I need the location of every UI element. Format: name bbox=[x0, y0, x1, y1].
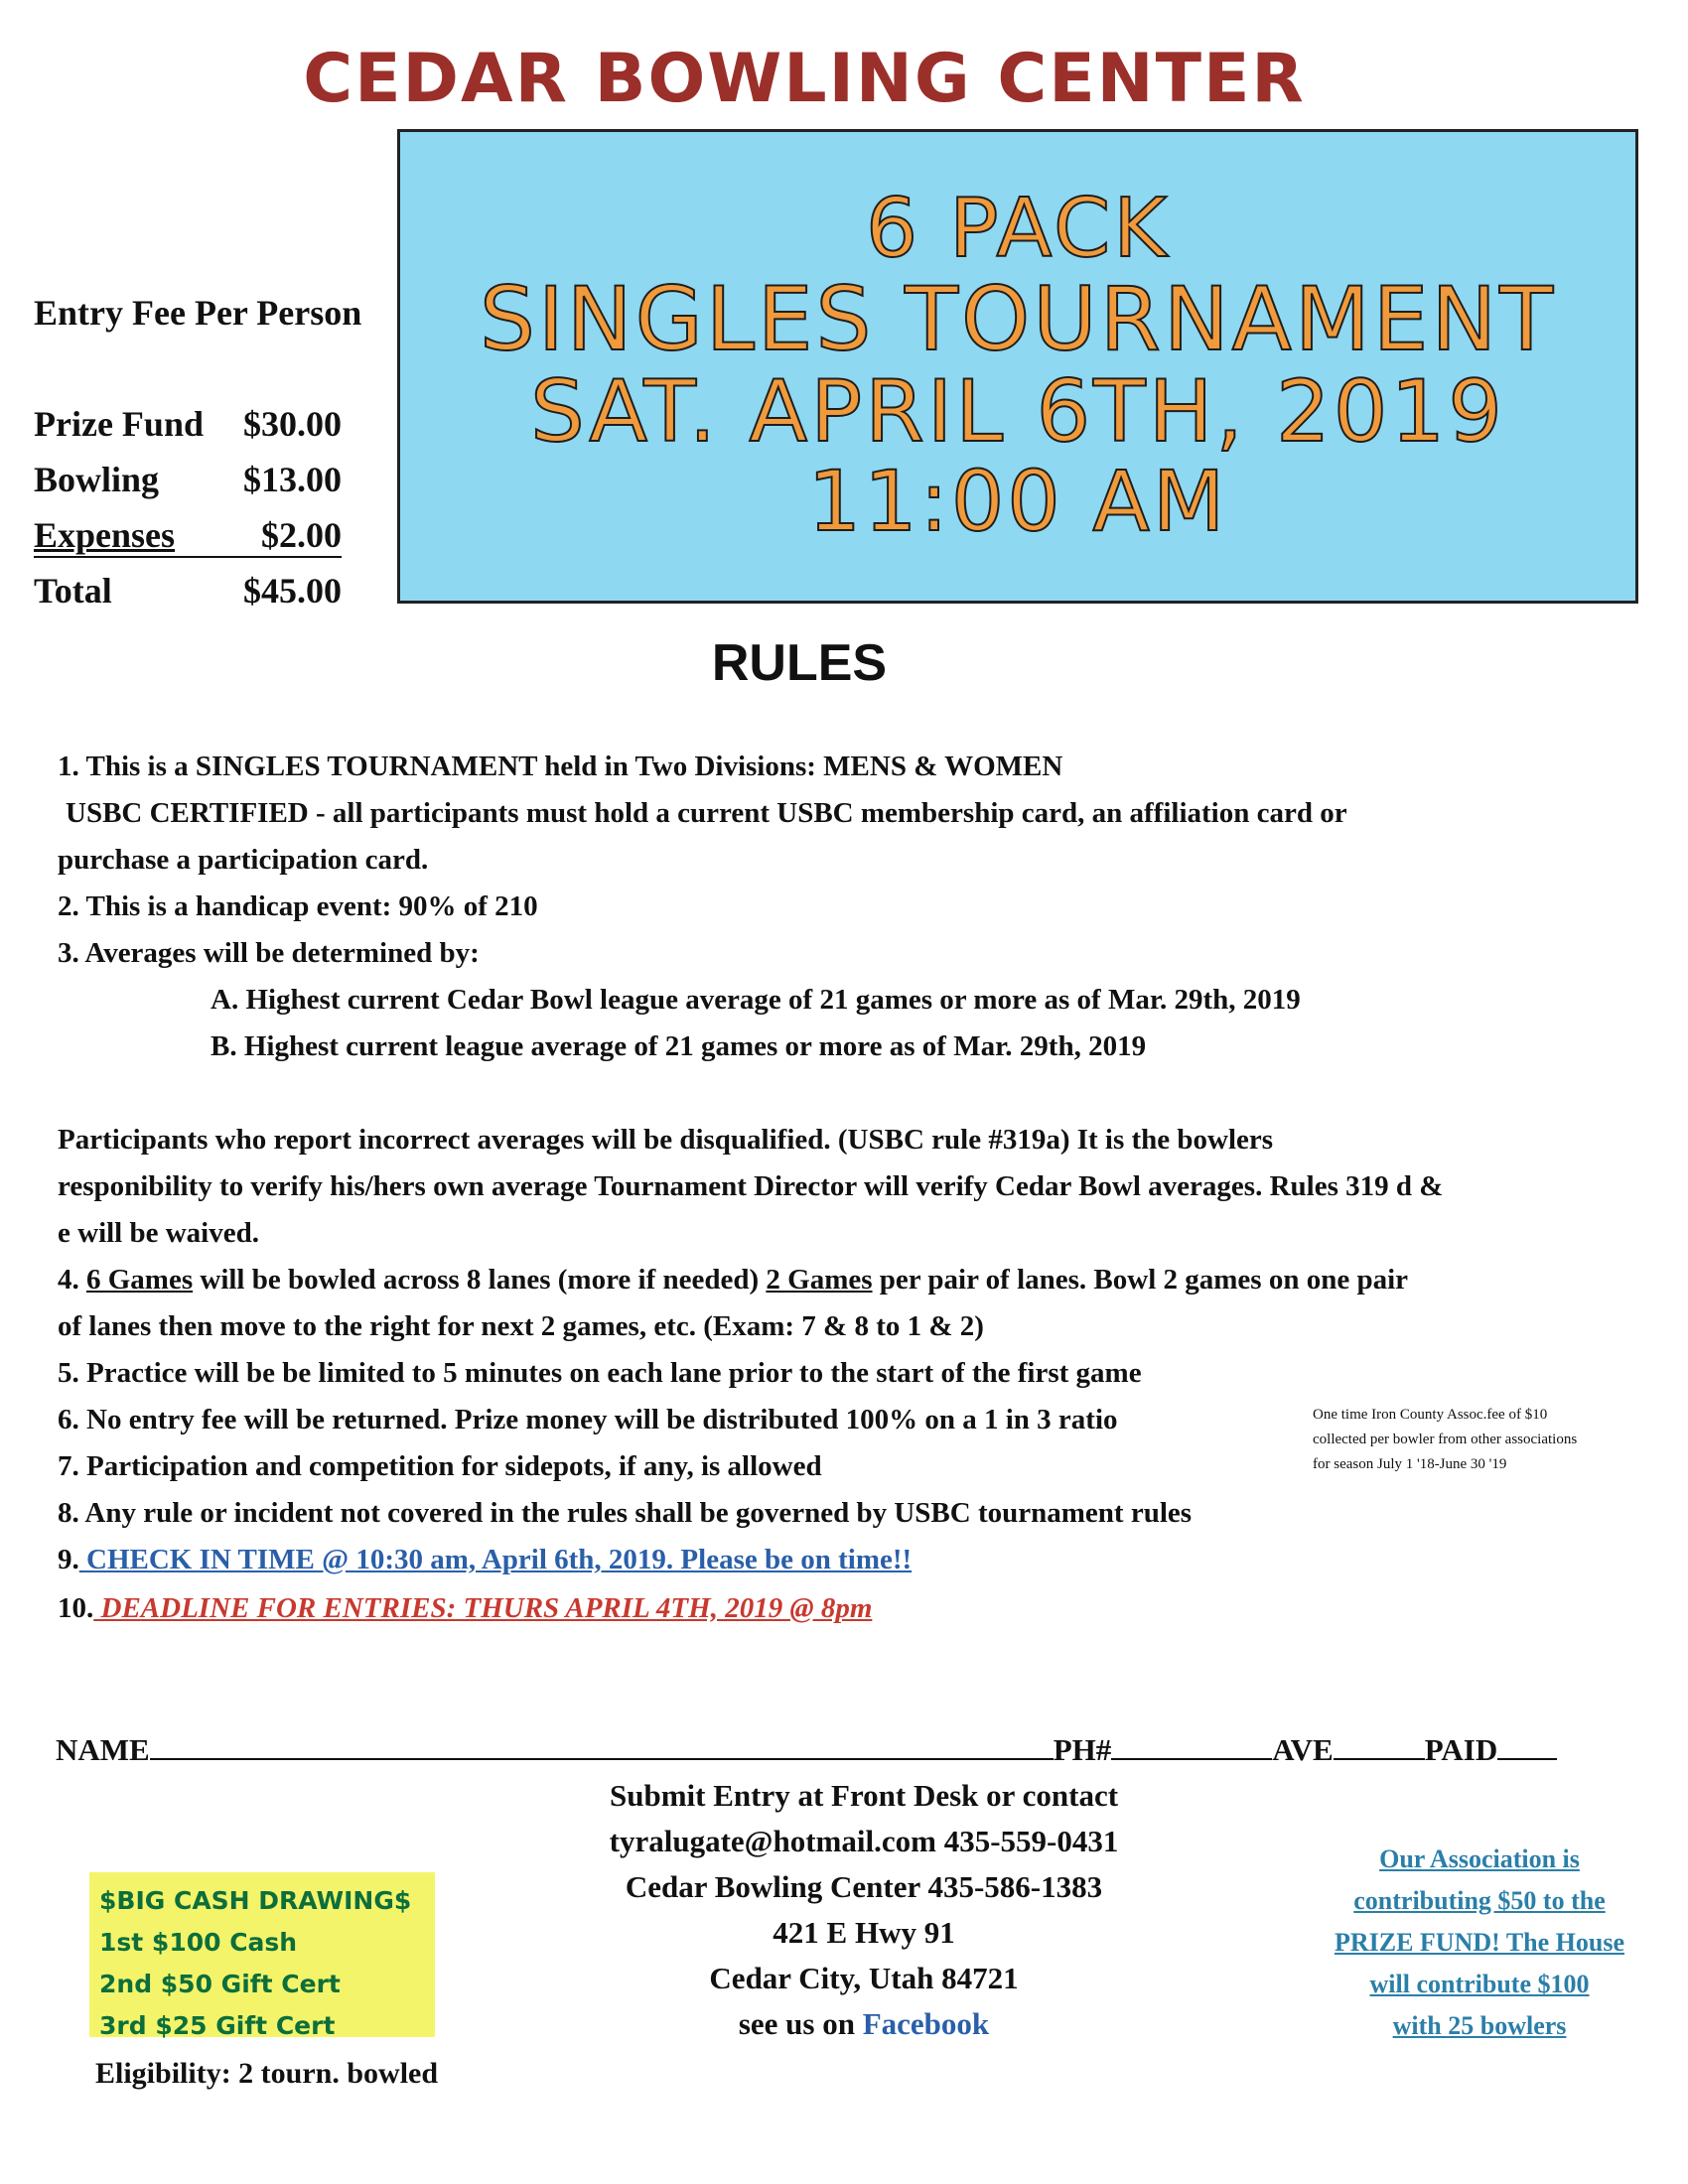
paid-field[interactable] bbox=[1497, 1734, 1557, 1760]
rule-7: 7. Participation and competition for sidepots, if any, is allowed bbox=[58, 1450, 822, 1482]
rule-1-line-2: USBC CERTIFIED - all participants must hold a current USBC membership card, an affiliation card or bbox=[66, 797, 1347, 829]
facebook-link[interactable]: Facebook bbox=[862, 2006, 990, 2041]
rule-4-games-total: 6 Games bbox=[86, 1264, 194, 1296]
fee-row-prize-fund bbox=[34, 403, 342, 445]
fee-row-total bbox=[34, 570, 342, 612]
fee-label: Total bbox=[34, 571, 112, 611]
page-title: CEDAR BOWLING CENTER bbox=[303, 40, 1306, 118]
deadline-text: DEADLINE FOR ENTRIES: THURS APRIL 4TH, 2019 @ 8pm bbox=[93, 1592, 873, 1624]
eligibility-text: Eligibility: 2 tourn. bowled bbox=[95, 2057, 439, 2090]
rule-3a: A. Highest current Cedar Bowl league average of 21 games or more as of Mar. 29th, 2019 bbox=[211, 984, 1301, 1016]
note-line-1: One time Iron County Assoc.fee of $10 bbox=[1313, 1407, 1548, 1423]
rule-6: 6. No entry fee will be returned. Prize money will be distributed 100% on a 1 in 3 ratio bbox=[58, 1404, 1118, 1435]
average-field[interactable] bbox=[1334, 1734, 1425, 1760]
contact-block bbox=[516, 1773, 1211, 2047]
assoc-fee-note bbox=[1313, 1403, 1577, 1477]
participants-line-2: responibility to verify his/hers own average Tournament Director will verify Cedar Bowl averages. Rules 319 d & bbox=[58, 1170, 1444, 1202]
name-label: NAME bbox=[56, 1732, 150, 1767]
cash-drawings-box bbox=[89, 1872, 435, 2040]
contact-line-social bbox=[516, 2001, 1211, 2047]
average-label: AVE bbox=[1272, 1732, 1334, 1767]
phone-label: PH# bbox=[1053, 1732, 1112, 1767]
fee-label: Bowling bbox=[34, 460, 160, 499]
rule-10-deadline bbox=[58, 1592, 872, 1625]
rule-1-line-3: purchase a participation card. bbox=[58, 844, 429, 876]
tournament-banner bbox=[397, 129, 1638, 604]
contact-line-submit: Submit Entry at Front Desk or contact bbox=[609, 1778, 1119, 1813]
rule-5: 5. Practice will be be limited to 5 minutes on each lane prior to the start of the first game bbox=[58, 1357, 1142, 1389]
fee-row-bowling bbox=[34, 459, 342, 500]
contact-line-street: 421 E Hwy 91 bbox=[773, 1915, 955, 1950]
banner-line-event: 6 PACK bbox=[865, 182, 1171, 277]
fee-label: Expenses bbox=[34, 515, 176, 555]
drawings-title: $BIG CASH DRAWING$ bbox=[99, 1886, 412, 1915]
assoc-line-4: will contribute $100 bbox=[1369, 1970, 1590, 1998]
fee-amount: $30.00 bbox=[243, 404, 342, 444]
participants-line-1: Participants who report incorrect averages will be disqualified. (USBC rule #319a) It is the bowlers bbox=[58, 1124, 1274, 1156]
rules-heading: RULES bbox=[711, 634, 888, 692]
check-in-time-text: CHECK IN TIME @ 10:30 am, April 6th, 2019. Please be on time!! bbox=[78, 1544, 913, 1575]
rule-4-line-2: of lanes then move to the right for next 2 games, etc. (Exam: 7 & 8 to 1 & 2) bbox=[58, 1310, 984, 1342]
assoc-line-5: with 25 bowlers bbox=[1392, 2011, 1567, 2040]
rule-4-middle: will be bowled across 8 lanes (more if needed) bbox=[193, 1264, 760, 1296]
rule-4-rest: per pair of lanes. Bowl 2 games on one pair bbox=[872, 1264, 1409, 1296]
note-line-3: for season July 1 '18-June 30 '19 bbox=[1313, 1456, 1507, 1472]
contact-line-center-phone: Cedar Bowling Center 435-586-1383 bbox=[625, 1869, 1103, 1904]
rule-3: 3. Averages will be determined by: bbox=[58, 937, 480, 969]
participants-line-3: e will be waived. bbox=[58, 1217, 259, 1249]
rule-9-check-in bbox=[58, 1544, 912, 1576]
rule-8: 8. Any rule or incident not covered in the rules shall be governed by USBC tournament rules bbox=[58, 1497, 1193, 1529]
banner-line-type: SINGLES TOURNAMENT bbox=[479, 267, 1556, 370]
drawing-prize-2: 2nd $50 Gift Cert bbox=[99, 1970, 341, 1998]
contact-line-city: Cedar City, Utah 84721 bbox=[709, 1961, 1019, 1995]
assoc-line-2: contributing $50 to the bbox=[1353, 1886, 1606, 1915]
paid-label: PAID bbox=[1424, 1732, 1498, 1767]
rule-10-number: 10. bbox=[58, 1592, 94, 1624]
phone-field[interactable] bbox=[1111, 1734, 1272, 1760]
assoc-line-1: Our Association is bbox=[1379, 1844, 1580, 1873]
fee-amount: $2.00 bbox=[261, 515, 342, 555]
fee-amount: $45.00 bbox=[243, 571, 342, 611]
association-contribution bbox=[1291, 1839, 1668, 2047]
social-prefix: see us on bbox=[738, 2006, 863, 2041]
drawing-prize-1: 1st $100 Cash bbox=[99, 1928, 298, 1957]
fee-amount: $13.00 bbox=[243, 460, 342, 499]
entry-form-line bbox=[56, 1732, 1634, 1768]
fee-label: Prize Fund bbox=[34, 404, 204, 444]
assoc-line-3: PRIZE FUND! The House bbox=[1334, 1928, 1625, 1957]
rule-9-number: 9. bbox=[58, 1544, 79, 1575]
fee-row-expenses bbox=[34, 514, 342, 558]
rule-4-line-1 bbox=[58, 1264, 1408, 1297]
contact-line-email-phone: tyralugate@hotmail.com 435-559-0431 bbox=[609, 1824, 1119, 1858]
entry-fee-heading: Entry Fee Per Person bbox=[34, 293, 362, 333]
rule-2: 2. This is a handicap event: 90% of 210 bbox=[58, 890, 538, 922]
rule-3b: B. Highest current league average of 21 games or more as of Mar. 29th, 2019 bbox=[211, 1030, 1147, 1062]
banner-line-date: SAT. APRIL 6TH, 2019 bbox=[530, 362, 1505, 462]
banner-line-time: 11:00 AM bbox=[807, 453, 1228, 551]
name-field[interactable] bbox=[150, 1734, 1054, 1760]
rule-4-number: 4. bbox=[58, 1264, 79, 1296]
drawing-prize-3: 3rd $25 Gift Cert bbox=[99, 2011, 336, 2040]
rule-4-games-per-pair: 2 Games bbox=[766, 1264, 873, 1296]
rule-1-line-1: 1. This is a SINGLES TOURNAMENT held in Two Divisions: MENS & WOMEN bbox=[58, 751, 1063, 782]
note-line-2: collected per bowler from other associations bbox=[1313, 1432, 1578, 1447]
